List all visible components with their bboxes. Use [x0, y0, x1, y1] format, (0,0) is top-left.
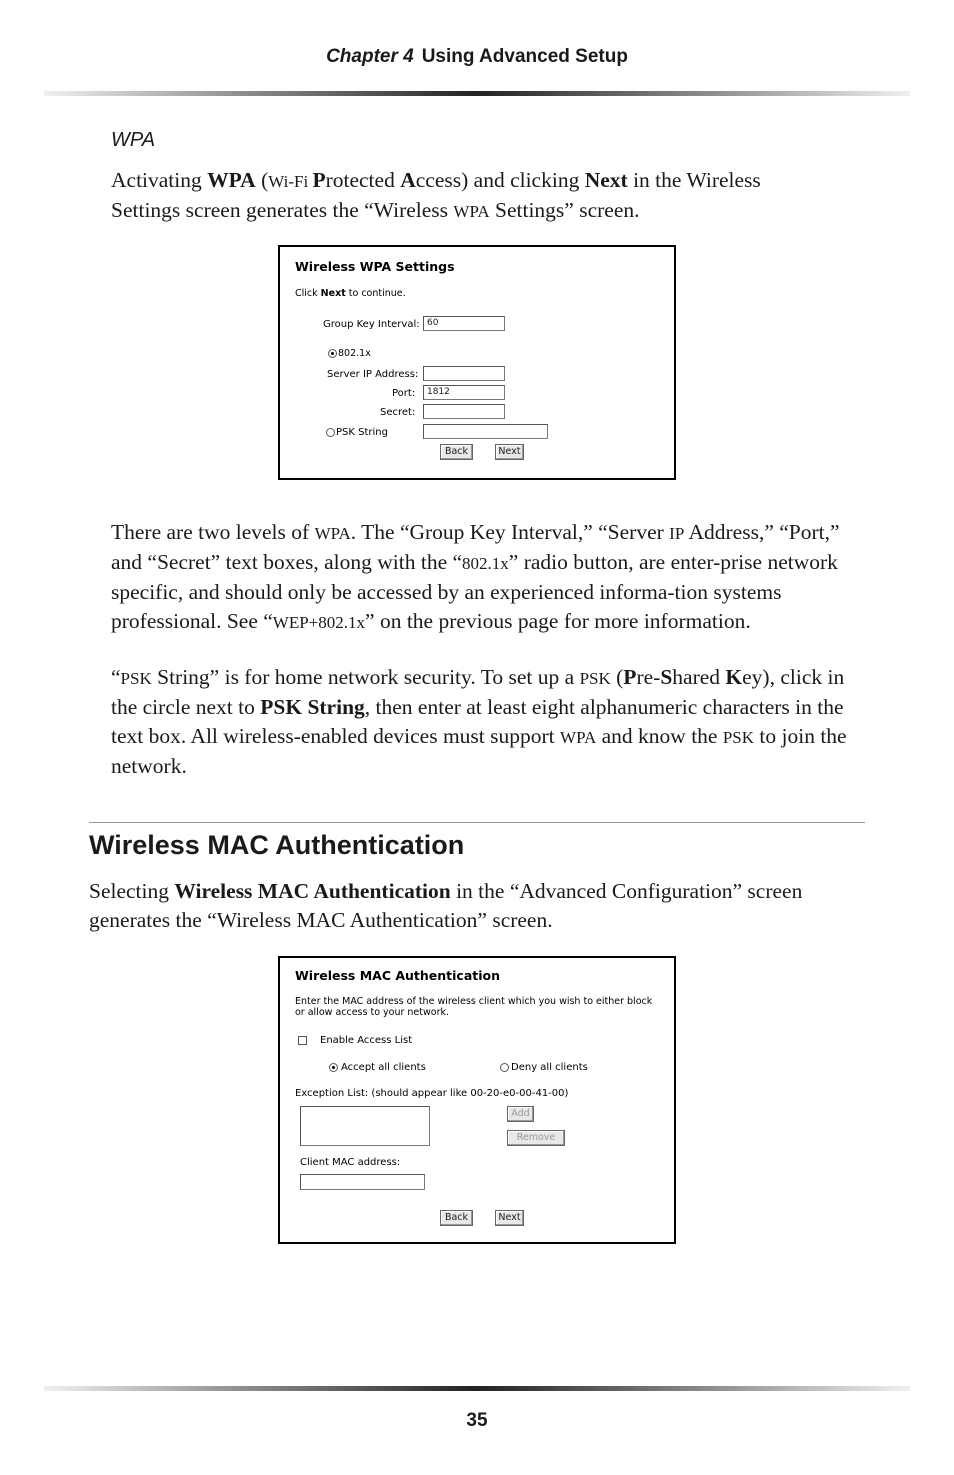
- client-mac-label: Client MAC address:: [300, 1157, 401, 1168]
- remove-button[interactable]: Remove: [507, 1130, 565, 1146]
- add-button[interactable]: Add: [507, 1106, 534, 1122]
- mac-section-heading: Wireless MAC Authentication: [89, 830, 465, 860]
- enable-access-list-checkbox[interactable]: [298, 1036, 307, 1045]
- secret-input[interactable]: [423, 404, 505, 419]
- client-mac-input[interactable]: [300, 1174, 425, 1190]
- port-input[interactable]: 1812: [423, 385, 505, 400]
- psk-string-input[interactable]: [423, 424, 548, 439]
- psk-paragraph: “PSK String” is for home network security. To set up a PSK (Pre-Shared Key), click in the circle next to PSK String, then enter at least eight alphanumeric characters in the text box. All wireless-enabled devices must support WPA and know the PSK to join the network.: [111, 665, 847, 778]
- server-ip-input[interactable]: [423, 366, 505, 381]
- group-key-input[interactable]: 60: [423, 316, 505, 331]
- mac-auth-screenshot: [278, 956, 676, 1244]
- header-rule: [44, 91, 910, 96]
- psk-string-label: PSK String: [336, 427, 388, 438]
- mac-screen-title: Wireless MAC Authentication: [295, 968, 501, 983]
- wpa-settings-screenshot: [278, 245, 676, 480]
- mac-description-line1: Enter the MAC address of the wireless client which you wish to either block: [295, 996, 653, 1007]
- next-button[interactable]: Next: [495, 444, 524, 460]
- wpa-subheading: WPA: [111, 129, 156, 151]
- accept-all-label: Accept all clients: [341, 1062, 426, 1073]
- mac-intro-paragraph: Selecting Wireless MAC Authentication in the “Advanced Configuration” screen generates the “Wireless MAC Authentication” screen.: [89, 879, 803, 932]
- server-ip-label: Server IP Address:: [327, 369, 419, 380]
- chapter-label: Chapter 4: [326, 46, 414, 67]
- secret-label: Secret:: [380, 407, 416, 418]
- radio-8021x[interactable]: [328, 349, 337, 358]
- enable-access-list-label: Enable Access List: [320, 1035, 413, 1046]
- back-button[interactable]: Back: [440, 1210, 473, 1226]
- section-divider: [89, 822, 865, 823]
- wpa-intro-paragraph: Activating WPA (Wi-Fi Protected Access) and clicking Next in the Wireless Settings screen generates the “Wireless WPA Settings” screen.: [111, 168, 761, 222]
- exception-list-box[interactable]: [300, 1106, 430, 1146]
- mac-description-line2: or allow access to your network.: [295, 1007, 450, 1018]
- wpa-instruction: Click Next to continue.: [295, 288, 406, 299]
- page-number: 35: [466, 1410, 488, 1431]
- deny-all-label: Deny all clients: [511, 1062, 588, 1073]
- exception-list-label: Exception List: (should appear like 00-20-e0-00-41-00): [295, 1088, 569, 1099]
- radio-psk-string[interactable]: [326, 428, 335, 437]
- radio-8021x-label: 802.1x: [338, 348, 371, 359]
- wpa-screen-title: Wireless WPA Settings: [295, 259, 455, 274]
- radio-deny-all[interactable]: [500, 1063, 509, 1072]
- running-header: [0, 46, 954, 68]
- wpa-levels-paragraph: There are two levels of WPA. The “Group Key Interval,” “Server IP Address,” “Port,” and “Secret” text boxes, along with the “802.1x” radio button, are enter-prise network specific, and should only be accessed by an experienced informa-tion systems professional. See “WEP+802.1x” on the previous page for more information.: [111, 520, 840, 633]
- footer-rule: [44, 1386, 910, 1391]
- back-button[interactable]: Back: [440, 444, 473, 460]
- group-key-label: Group Key Interval:: [323, 319, 420, 330]
- radio-accept-all[interactable]: [329, 1063, 338, 1072]
- port-label: Port:: [392, 388, 416, 399]
- chapter-title: Using Advanced Setup: [421, 46, 628, 67]
- next-button[interactable]: Next: [495, 1210, 524, 1226]
